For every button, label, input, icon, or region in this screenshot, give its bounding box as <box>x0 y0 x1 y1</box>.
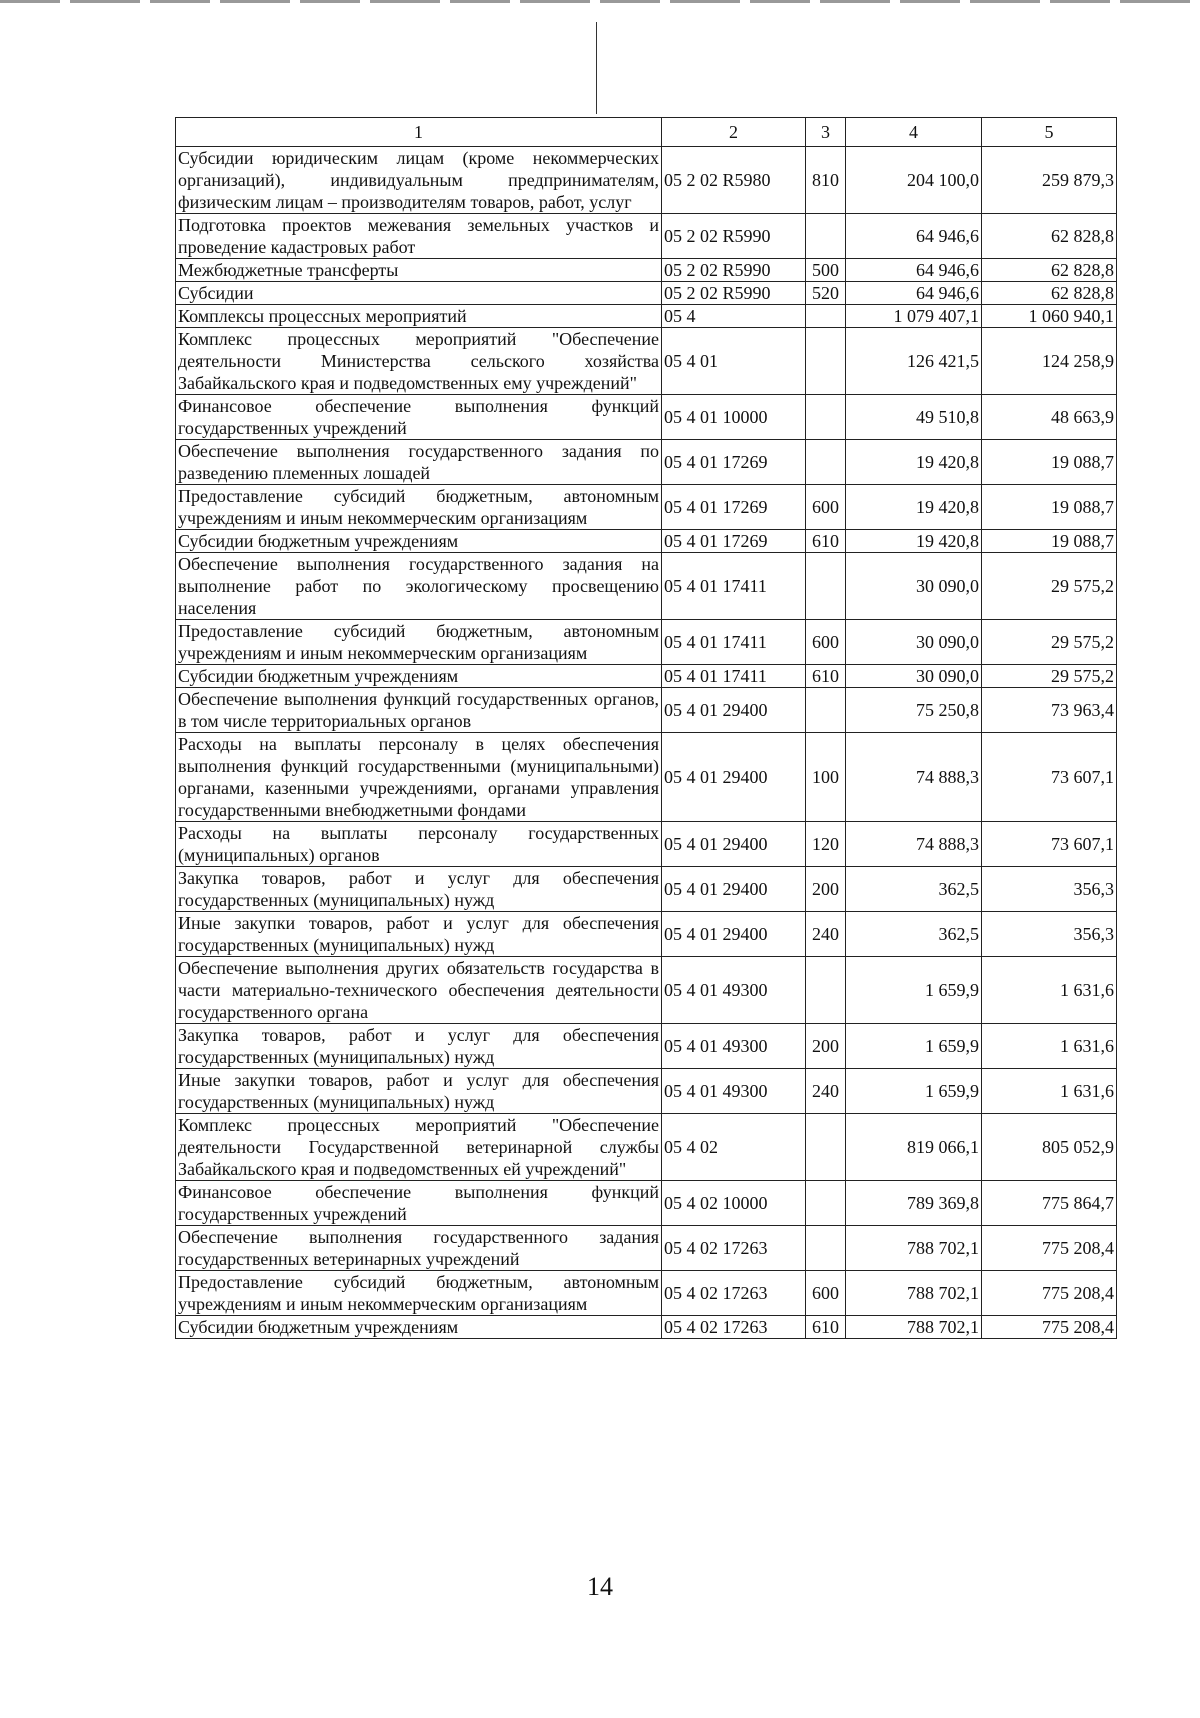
row-value-2025: 204 100,0 <box>846 147 982 214</box>
budget-table <box>175 117 1117 1339</box>
row-value-2025: 819 066,1 <box>846 1114 982 1181</box>
row-name: Финансовое обеспечение выполнения функций государственных учреждений <box>176 1181 662 1226</box>
row-value-2026: 73 963,4 <box>982 688 1117 733</box>
row-value-2025: 1 659,9 <box>846 1024 982 1069</box>
row-value-2026: 1 060 940,1 <box>982 305 1117 328</box>
row-code: 05 4 02 10000 <box>662 1181 806 1226</box>
row-kvr <box>806 214 846 259</box>
row-code: 05 4 <box>662 305 806 328</box>
row-kvr: 500 <box>806 259 846 282</box>
row-value-2025: 362,5 <box>846 912 982 957</box>
row-code: 05 4 01 <box>662 328 806 395</box>
row-value-2025: 1 079 407,1 <box>846 305 982 328</box>
row-kvr: 610 <box>806 665 846 688</box>
row-name: Закупка товаров, работ и услуг для обеспечения государственных (муниципальных) нужд <box>176 867 662 912</box>
row-name: Комплекс процессных мероприятий "Обеспечение деятельности Министерства сельского хозяйства Забайкальского края и подведомственных ему учреждений" <box>176 328 662 395</box>
row-code: 05 4 02 <box>662 1114 806 1181</box>
table-row <box>176 912 1117 957</box>
row-value-2026: 29 575,2 <box>982 620 1117 665</box>
row-name: Субсидии <box>176 282 662 305</box>
page-number: 14 <box>587 1572 613 1601</box>
header-col-2: 2 <box>662 118 806 147</box>
row-kvr: 600 <box>806 620 846 665</box>
row-name: Иные закупки товаров, работ и услуг для обеспечения государственных (муниципальных) нужд <box>176 1069 662 1114</box>
table-row <box>176 733 1117 822</box>
row-value-2025: 74 888,3 <box>846 822 982 867</box>
row-value-2026: 73 607,1 <box>982 733 1117 822</box>
row-code: 05 4 02 17263 <box>662 1316 806 1339</box>
row-value-2025: 789 369,8 <box>846 1181 982 1226</box>
row-value-2026: 73 607,1 <box>982 822 1117 867</box>
table-row <box>176 328 1117 395</box>
table-row <box>176 485 1117 530</box>
row-code: 05 4 01 29400 <box>662 867 806 912</box>
table-row <box>176 1271 1117 1316</box>
row-value-2025: 19 420,8 <box>846 440 982 485</box>
row-kvr <box>806 553 846 620</box>
row-value-2026: 356,3 <box>982 912 1117 957</box>
header-col-5: 5 <box>982 118 1117 147</box>
table-row <box>176 147 1117 214</box>
row-value-2026: 775 208,4 <box>982 1316 1117 1339</box>
row-value-2025: 74 888,3 <box>846 733 982 822</box>
row-kvr <box>806 440 846 485</box>
row-name: Закупка товаров, работ и услуг для обеспечения государственных (муниципальных) нужд <box>176 1024 662 1069</box>
table-row <box>176 957 1117 1024</box>
row-code: 05 4 01 49300 <box>662 1069 806 1114</box>
row-name: Предоставление субсидий бюджетным, автономным учреждениям и иным некоммерческим организациям <box>176 1271 662 1316</box>
row-name: Расходы на выплаты персоналу в целях обеспечения выполнения функций государственными (муниципальными) органами, казенными учреждениями, органами управления государственными внебюджетными фондами <box>176 733 662 822</box>
row-name: Субсидии юридическим лицам (кроме некоммерческих организаций), индивидуальным предпринимателям, физическим лицам – производителям товаров, работ, услуг <box>176 147 662 214</box>
row-name: Обеспечение выполнения других обязательств государства в части материально-технического обеспечения деятельности государственного органа <box>176 957 662 1024</box>
table-row <box>176 530 1117 553</box>
row-code: 05 4 01 49300 <box>662 1024 806 1069</box>
row-name: Расходы на выплаты персоналу государственных (муниципальных) органов <box>176 822 662 867</box>
row-kvr <box>806 395 846 440</box>
row-code: 05 2 02 R5990 <box>662 214 806 259</box>
row-code: 05 4 01 17411 <box>662 553 806 620</box>
row-value-2025: 19 420,8 <box>846 485 982 530</box>
row-name: Иные закупки товаров, работ и услуг для обеспечения государственных (муниципальных) нужд <box>176 912 662 957</box>
header-col-1: 1 <box>176 118 662 147</box>
row-name: Субсидии бюджетным учреждениям <box>176 665 662 688</box>
row-code: 05 4 01 17411 <box>662 665 806 688</box>
table-row <box>176 282 1117 305</box>
row-value-2025: 64 946,6 <box>846 214 982 259</box>
row-kvr: 240 <box>806 1069 846 1114</box>
row-value-2025: 30 090,0 <box>846 665 982 688</box>
row-code: 05 4 01 29400 <box>662 733 806 822</box>
row-value-2026: 1 631,6 <box>982 1024 1117 1069</box>
row-value-2025: 126 421,5 <box>846 328 982 395</box>
table-row <box>176 620 1117 665</box>
row-name: Обеспечение выполнения государственного задания государственных ветеринарных учреждений <box>176 1226 662 1271</box>
row-value-2026: 19 088,7 <box>982 485 1117 530</box>
row-name: Комплекс процессных мероприятий "Обеспечение деятельности Государственной ветеринарной службы Забайкальского края и подведомственных ей учреждений" <box>176 1114 662 1181</box>
table-row <box>176 1226 1117 1271</box>
table-row <box>176 395 1117 440</box>
row-value-2026: 62 828,8 <box>982 282 1117 305</box>
row-name: Субсидии бюджетным учреждениям <box>176 530 662 553</box>
pencil-mark <box>596 22 597 114</box>
row-name: Предоставление субсидий бюджетным, автономным учреждениям и иным некоммерческим организациям <box>176 620 662 665</box>
row-value-2026: 19 088,7 <box>982 530 1117 553</box>
row-value-2026: 29 575,2 <box>982 665 1117 688</box>
row-value-2026: 19 088,7 <box>982 440 1117 485</box>
row-value-2026: 775 208,4 <box>982 1226 1117 1271</box>
row-value-2025: 49 510,8 <box>846 395 982 440</box>
row-kvr: 240 <box>806 912 846 957</box>
row-value-2026: 62 828,8 <box>982 214 1117 259</box>
row-value-2025: 19 420,8 <box>846 530 982 553</box>
row-name: Комплексы процессных мероприятий <box>176 305 662 328</box>
row-code: 05 4 01 17269 <box>662 485 806 530</box>
row-value-2025: 788 702,1 <box>846 1316 982 1339</box>
row-value-2026: 1 631,6 <box>982 1069 1117 1114</box>
row-code: 05 4 01 29400 <box>662 688 806 733</box>
row-code: 05 2 02 R5990 <box>662 259 806 282</box>
row-code: 05 4 01 17269 <box>662 530 806 553</box>
row-value-2025: 362,5 <box>846 867 982 912</box>
row-value-2026: 356,3 <box>982 867 1117 912</box>
row-value-2025: 75 250,8 <box>846 688 982 733</box>
row-code: 05 4 02 17263 <box>662 1226 806 1271</box>
row-kvr: 600 <box>806 485 846 530</box>
row-code: 05 4 01 17269 <box>662 440 806 485</box>
row-kvr <box>806 305 846 328</box>
row-kvr <box>806 957 846 1024</box>
row-name: Обеспечение выполнения государственного задания по разведению племенных лошадей <box>176 440 662 485</box>
row-value-2025: 1 659,9 <box>846 1069 982 1114</box>
table-row <box>176 259 1117 282</box>
row-kvr <box>806 1226 846 1271</box>
row-name: Обеспечение выполнения функций государственных органов, в том числе территориальных органов <box>176 688 662 733</box>
table-row <box>176 1316 1117 1339</box>
row-kvr: 120 <box>806 822 846 867</box>
row-kvr: 100 <box>806 733 846 822</box>
row-value-2026: 775 208,4 <box>982 1271 1117 1316</box>
header-col-3: 3 <box>806 118 846 147</box>
table-row <box>176 1114 1117 1181</box>
scan-edge <box>0 0 1200 3</box>
table-row <box>176 867 1117 912</box>
table-row <box>176 665 1117 688</box>
table-row <box>176 214 1117 259</box>
row-kvr: 520 <box>806 282 846 305</box>
row-name: Межбюджетные трансферты <box>176 259 662 282</box>
row-kvr: 610 <box>806 530 846 553</box>
row-code: 05 4 01 49300 <box>662 957 806 1024</box>
row-kvr: 200 <box>806 1024 846 1069</box>
row-kvr <box>806 328 846 395</box>
row-value-2026: 124 258,9 <box>982 328 1117 395</box>
row-kvr <box>806 1181 846 1226</box>
table-row <box>176 822 1117 867</box>
row-value-2025: 30 090,0 <box>846 620 982 665</box>
table-row <box>176 688 1117 733</box>
row-value-2026: 805 052,9 <box>982 1114 1117 1181</box>
row-code: 05 4 01 10000 <box>662 395 806 440</box>
row-value-2025: 64 946,6 <box>846 259 982 282</box>
row-value-2025: 1 659,9 <box>846 957 982 1024</box>
row-value-2026: 48 663,9 <box>982 395 1117 440</box>
table-row <box>176 440 1117 485</box>
row-name: Обеспечение выполнения государственного задания на выполнение работ по экологическому просвещению населения <box>176 553 662 620</box>
row-value-2025: 788 702,1 <box>846 1271 982 1316</box>
table-row <box>176 553 1117 620</box>
row-value-2026: 259 879,3 <box>982 147 1117 214</box>
row-value-2025: 30 090,0 <box>846 553 982 620</box>
row-name: Предоставление субсидий бюджетным, автономным учреждениям и иным некоммерческим организациям <box>176 485 662 530</box>
row-kvr: 810 <box>806 147 846 214</box>
table-row <box>176 1024 1117 1069</box>
row-value-2025: 788 702,1 <box>846 1226 982 1271</box>
table-row <box>176 305 1117 328</box>
row-code: 05 2 02 R5990 <box>662 282 806 305</box>
row-value-2026: 29 575,2 <box>982 553 1117 620</box>
row-kvr: 200 <box>806 867 846 912</box>
row-code: 05 4 01 29400 <box>662 822 806 867</box>
table-row <box>176 1181 1117 1226</box>
row-code: 05 4 01 29400 <box>662 912 806 957</box>
row-kvr: 600 <box>806 1271 846 1316</box>
header-row <box>176 118 1117 147</box>
row-kvr: 610 <box>806 1316 846 1339</box>
row-kvr <box>806 1114 846 1181</box>
row-name: Подготовка проектов межевания земельных участков и проведение кадастровых работ <box>176 214 662 259</box>
row-code: 05 2 02 R5980 <box>662 147 806 214</box>
row-name: Субсидии бюджетным учреждениям <box>176 1316 662 1339</box>
row-value-2026: 62 828,8 <box>982 259 1117 282</box>
row-value-2026: 1 631,6 <box>982 957 1117 1024</box>
row-code: 05 4 01 17411 <box>662 620 806 665</box>
row-value-2026: 775 864,7 <box>982 1181 1117 1226</box>
row-code: 05 4 02 17263 <box>662 1271 806 1316</box>
header-col-4: 4 <box>846 118 982 147</box>
row-kvr <box>806 688 846 733</box>
table-row <box>176 1069 1117 1114</box>
row-value-2025: 64 946,6 <box>846 282 982 305</box>
row-name: Финансовое обеспечение выполнения функций государственных учреждений <box>176 395 662 440</box>
